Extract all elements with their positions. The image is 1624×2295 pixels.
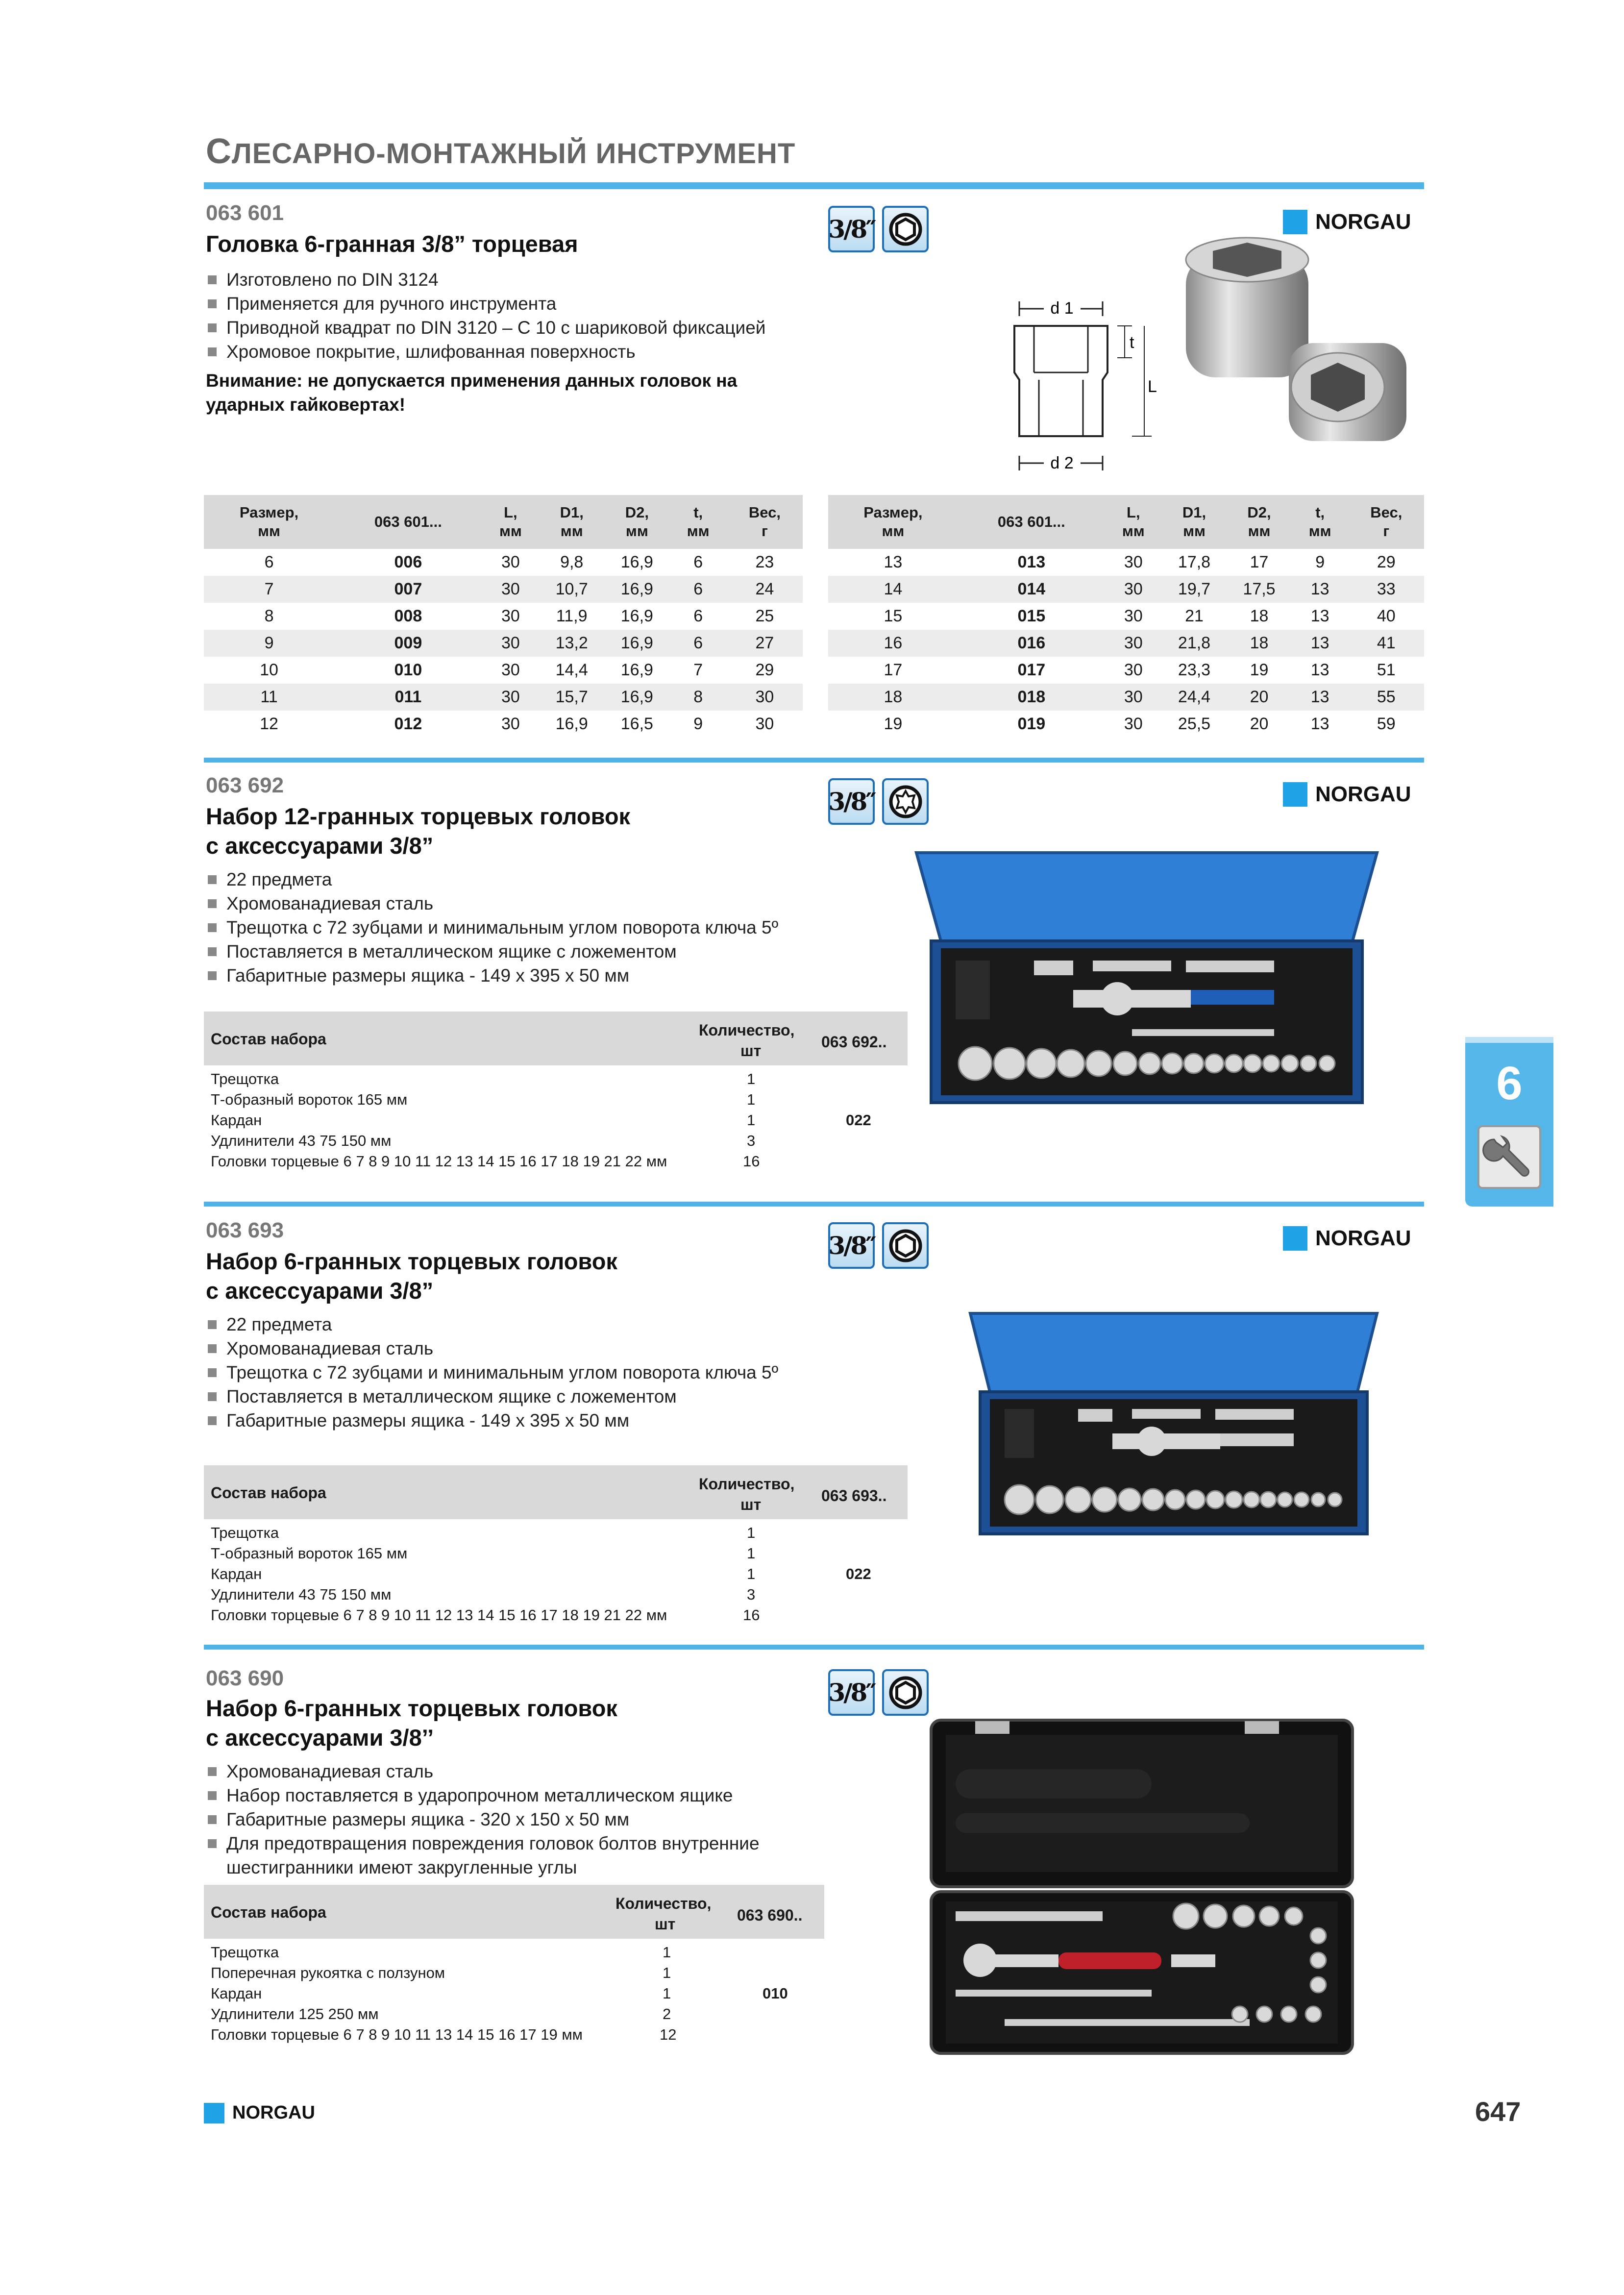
table-cell: 30 xyxy=(1124,661,1143,679)
table-cell: 30 xyxy=(482,684,539,711)
table-cell: 19,7 xyxy=(1162,576,1227,603)
feature-item: Габаритные размеры ящика - 149 х 395 х 50 мм xyxy=(206,963,892,987)
item-qty: 1 xyxy=(747,1091,756,1108)
item-qty: 2 xyxy=(663,2005,671,2023)
feature-item: Трещотка с 72 зубцами и минимальным углом поворота ключа 5º xyxy=(206,1360,892,1384)
table-cell: 16,9 xyxy=(620,553,653,571)
feature-list xyxy=(206,1759,813,1879)
toolset-case-photo xyxy=(926,1715,1357,2058)
feature-item: 22 предмета xyxy=(206,867,892,891)
label-t: t xyxy=(1130,333,1134,352)
table-cell: 7 xyxy=(204,576,334,603)
brand-logo: NORGAU xyxy=(1283,782,1411,807)
table-cell: 6 xyxy=(669,630,726,657)
table-cell: 30 xyxy=(1105,684,1162,711)
label-d2: d 2 xyxy=(1050,454,1074,472)
article-code: 022 xyxy=(846,1565,871,1582)
table-cell: 13 xyxy=(884,553,903,571)
table-cell: 25,5 xyxy=(1178,715,1211,733)
feature-item: Трещотка с 72 зубцами и минимальным углом поворота ключа 5º xyxy=(206,915,892,939)
feature-item: 22 предмета xyxy=(206,1312,892,1336)
table-cell: 16 xyxy=(828,630,958,657)
table-cell: 6 xyxy=(693,607,703,625)
table-cell: 30 xyxy=(727,684,803,711)
table-cell: 16,9 xyxy=(555,715,588,733)
table-cell: 13 xyxy=(1292,576,1349,603)
item-qty: 1 xyxy=(747,1565,756,1582)
article-code: 010 xyxy=(763,1985,788,2002)
table-cell: 11 xyxy=(204,684,334,711)
table-cell: 9,8 xyxy=(560,553,584,571)
table-cell: 29 xyxy=(755,661,774,679)
table-cell: 14 xyxy=(828,576,958,603)
table-cell: 41 xyxy=(1349,630,1424,657)
table-cell: 20 xyxy=(1227,684,1292,711)
table-cell: 13 xyxy=(1310,661,1329,679)
drive-size-badge: 3/8″ xyxy=(828,778,875,825)
table-cell: 009 xyxy=(334,630,482,657)
item-name: Кардан xyxy=(211,1985,262,2002)
table-cell: 30 xyxy=(482,630,539,657)
table-row xyxy=(828,684,1424,711)
feature-item: Изготовлено по DIN 3124 xyxy=(206,268,843,292)
table-cell: 25 xyxy=(755,607,774,625)
table-row xyxy=(204,711,803,738)
table-row xyxy=(204,630,803,657)
table-cell: 30 xyxy=(755,715,774,733)
table-cell: 15 xyxy=(884,607,903,625)
item-name: Трещотка xyxy=(211,1944,279,1961)
table-cell: 011 xyxy=(334,684,482,711)
spec-table-right: Размер, мм 063 601... L, мм D1, мм D2, мм t, мм Вес, г 13 013 30 17,8 17 9 29 14 014 30 19,7 17,5 13 33 15 015 30 21 18 13 40 16 016 30 21,8 18 13 41 17 017 30 23,3 19 13 51 18 018 30 24,4 20 13 55 19 019 30 25,5 20 13 59 xyxy=(828,495,1424,738)
table-cell: 16,9 xyxy=(620,607,653,625)
table-cell: 17 xyxy=(884,661,903,679)
table-cell: 13,2 xyxy=(539,630,604,657)
page-number: 647 xyxy=(1475,2096,1521,2127)
table-cell: 7 xyxy=(693,661,703,679)
feature-item: Габаритные размеры ящика - 320 х 150 х 50 мм xyxy=(206,1807,813,1831)
spec-table-left: Размер, мм 063 601... L, мм D1, мм D2, мм t, мм Вес, г 6 006 30 9,8 16,9 6 23 7 007 30 10,7 16,9 6 24 8 008 30 11,9 16,9 6 25 9 009 30 13,2 16,9 6 27 10 010 30 14,4 16,9 7 29 11 011 30 15,7 16,9 8 30 12 012 30 16,9 16,5 9 30 xyxy=(204,495,803,738)
brand-logo: NORGAU xyxy=(1283,210,1411,234)
drive-size-badge: 3/8″ xyxy=(828,1669,875,1716)
table-cell: 10,7 xyxy=(539,576,604,603)
product-code: 063 601 xyxy=(206,201,284,225)
table-cell: 8 xyxy=(264,607,274,625)
drive-size-badge: 3/8″ xyxy=(828,1222,875,1269)
item-name: Т-образный вороток 165 мм xyxy=(211,1545,408,1562)
drive-size-badge: 3/8″ xyxy=(828,206,875,252)
twelve-point-profile-icon xyxy=(882,778,929,825)
table-cell: 23,3 xyxy=(1178,661,1211,679)
table-cell: 15,7 xyxy=(539,684,604,711)
table-cell: 9 xyxy=(693,715,703,733)
table-cell: 13 xyxy=(1310,607,1329,625)
table-cell: 012 xyxy=(394,715,422,733)
table-cell: 20 xyxy=(1250,715,1269,733)
feature-item: Хромованадиевая сталь xyxy=(206,1759,813,1783)
footer-brand-logo: NORGAU xyxy=(204,2102,315,2123)
table-cell: 017 xyxy=(1017,661,1046,679)
table-cell: 55 xyxy=(1349,684,1424,711)
item-qty: 1 xyxy=(747,1545,756,1562)
feature-item: Хромованадиевая сталь xyxy=(206,891,892,915)
table-cell: 18 xyxy=(1227,630,1292,657)
hex-profile-icon xyxy=(882,206,929,252)
table-cell: 18 xyxy=(1250,607,1269,625)
table-cell: 14,4 xyxy=(555,661,588,679)
table-cell: 17,8 xyxy=(1178,553,1211,571)
item-name: Головки торцевые 6 7 8 9 10 11 12 13 14 15 16 17 18 19 21 22 мм xyxy=(211,1606,667,1624)
table-cell: 010 xyxy=(394,661,422,679)
table-cell: 16,9 xyxy=(604,684,669,711)
item-name: Кардан xyxy=(211,1111,262,1129)
toolset-case-photo xyxy=(911,843,1382,1117)
item-qty: 1 xyxy=(663,1985,671,2002)
product-title: Набор 12-гранных торцевых головок с аксессуарами 3/8” xyxy=(206,803,631,859)
table-cell: 21,8 xyxy=(1162,630,1227,657)
table-cell: 30 xyxy=(501,553,520,571)
item-name: Удлинители 43 75 150 мм xyxy=(211,1586,392,1603)
item-qty: 1 xyxy=(747,1070,756,1087)
item-qty: 1 xyxy=(747,1111,756,1129)
table-cell: 12 xyxy=(260,715,278,733)
table-row xyxy=(204,603,803,630)
table-cell: 16,9 xyxy=(604,630,669,657)
feature-item: Применяется для ручного инструмента xyxy=(206,292,843,316)
table-cell: 27 xyxy=(727,630,803,657)
section-rule xyxy=(204,758,1424,763)
table-cell: 17,5 xyxy=(1227,576,1292,603)
table-cell: 24 xyxy=(727,576,803,603)
table-cell: 30 xyxy=(482,576,539,603)
table-cell: 006 xyxy=(394,553,422,571)
item-qty: 16 xyxy=(743,1153,760,1170)
item-qty: 3 xyxy=(747,1132,756,1149)
table-cell: 24,4 xyxy=(1162,684,1227,711)
table-cell: 17 xyxy=(1250,553,1269,571)
feature-item: Поставляется в металлическом ящике с ложементом xyxy=(206,939,892,963)
item-name: Кардан xyxy=(211,1565,262,1582)
hex-profile-icon xyxy=(882,1669,929,1716)
table-cell: 014 xyxy=(958,576,1105,603)
set-composition-table: Состав набора Количество, шт 063 690.. Трещотка 1 Поперечная рукоятка с ползуном 1 Кардан 1 010 Удлинители 125 250 мм 2 Головки торцевые 6 7 8 9 10 11 13 14 15 16 17 19 мм 12 xyxy=(204,1885,824,2047)
item-name: Т-образный вороток 165 мм xyxy=(211,1091,408,1108)
feature-item: Набор поставляется в ударопрочном металлическом ящике xyxy=(206,1783,813,1807)
table-cell: 30 xyxy=(501,661,520,679)
table-cell: 59 xyxy=(1377,715,1396,733)
item-name: Головки торцевые 6 7 8 9 10 11 13 14 15 16 17 19 мм xyxy=(211,2026,583,2043)
brand-logo: NORGAU xyxy=(1283,1226,1411,1251)
item-qty: 1 xyxy=(663,1944,671,1961)
hex-profile-icon xyxy=(882,1222,929,1269)
warning-line: ударных гайковертах! xyxy=(206,395,406,415)
table-row xyxy=(828,711,1424,738)
product-title: Набор 6-гранных торцевых головок с аксессуарами 3/8” xyxy=(206,1248,617,1304)
table-row xyxy=(828,549,1424,576)
section-rule xyxy=(204,1645,1424,1650)
table-row xyxy=(828,603,1424,630)
table-cell: 6 xyxy=(669,576,726,603)
table-cell: 008 xyxy=(394,607,422,625)
page-title: СЛЕСАРНО-МОНТАЖНЫЙ ИНСТРУМЕНТ xyxy=(206,132,796,171)
section-tab xyxy=(1465,1037,1553,1207)
table-cell: 40 xyxy=(1377,607,1396,625)
item-name: Трещотка xyxy=(211,1070,279,1087)
feature-item: Для предотвращения повреждения головок болтов внутренние шестигранники имеют закругленные углы xyxy=(206,1831,813,1879)
item-qty: 1 xyxy=(663,1964,671,1981)
table-cell: 18 xyxy=(828,684,958,711)
item-qty: 12 xyxy=(660,2026,677,2043)
table-cell: 6 xyxy=(693,553,703,571)
table-cell: 23 xyxy=(755,553,774,571)
table-cell: 11,9 xyxy=(556,607,588,625)
item-qty: 1 xyxy=(747,1524,756,1541)
table-cell: 29 xyxy=(1377,553,1396,571)
wrench-icon xyxy=(1477,1125,1541,1189)
table-cell: 013 xyxy=(1017,553,1046,571)
label-L: L xyxy=(1148,377,1157,396)
table-cell: 19 xyxy=(1250,661,1269,679)
table-row xyxy=(204,576,803,603)
section-number: 6 xyxy=(1496,1057,1523,1110)
table-cell: 007 xyxy=(334,576,482,603)
table-cell: 30 xyxy=(1124,715,1143,733)
table-cell: 21 xyxy=(1185,607,1204,625)
feature-item: Хромовое покрытие, шлифованная поверхность xyxy=(206,340,843,364)
table-cell: 8 xyxy=(669,684,726,711)
table-cell: 019 xyxy=(1017,715,1046,733)
table-cell: 30 xyxy=(1105,576,1162,603)
feature-item: Приводной квадрат по DIN 3120 – С 10 с шариковой фиксацией xyxy=(206,316,843,340)
table-cell: 30 xyxy=(1124,553,1143,571)
table-cell: 10 xyxy=(260,661,278,679)
table-cell: 018 xyxy=(958,684,1105,711)
table-cell: 33 xyxy=(1349,576,1424,603)
table-cell: 16,9 xyxy=(620,661,653,679)
section-rule xyxy=(204,1202,1424,1207)
feature-item: Хромованадиевая сталь xyxy=(206,1336,892,1360)
table-cell: 13 xyxy=(1292,684,1349,711)
table-cell: 30 xyxy=(1105,630,1162,657)
item-qty: 3 xyxy=(747,1586,756,1603)
product-code: 063 692 xyxy=(206,773,284,797)
table-cell: 13 xyxy=(1310,715,1329,733)
table-row xyxy=(828,576,1424,603)
table-cell: 30 xyxy=(501,715,520,733)
item-name: Головки торцевые 6 7 8 9 10 11 12 13 14 15 16 17 18 19 21 22 мм xyxy=(211,1153,667,1170)
table-cell: 16,9 xyxy=(604,576,669,603)
socket-photo xyxy=(1176,235,1431,466)
table-row xyxy=(204,684,803,711)
product-code: 063 693 xyxy=(206,1218,284,1242)
table-cell: 16,5 xyxy=(620,715,653,733)
table-row xyxy=(204,657,803,684)
socket-dimension-diagram xyxy=(1005,289,1166,485)
article-code: 022 xyxy=(846,1111,871,1129)
item-name: Трещотка xyxy=(211,1524,279,1541)
warning-line: Внимание: не допускается применения данных головок на xyxy=(206,370,738,391)
product-title: Набор 6-гранных торцевых головок с аксессуарами 3/8’’ xyxy=(206,1695,617,1751)
product-code: 063 690 xyxy=(206,1666,284,1690)
item-name: Удлинители 125 250 мм xyxy=(211,2005,379,2023)
feature-item: Габаритные размеры ящика - 149 х 395 х 50 мм xyxy=(206,1408,892,1432)
table-cell: 6 xyxy=(264,553,274,571)
table-cell: 016 xyxy=(958,630,1105,657)
set-composition-table: Состав набора Количество, шт 063 692.. Трещотка 1 Т-образный вороток 165 мм 1 Кардан 1 022 Удлинители 43 75 150 мм 3 Головки торцевые 6 7 8 9 10 11 12 13 14 15 16 17 18 19 21 22 мм 16 xyxy=(204,1012,908,1173)
table-row xyxy=(204,549,803,576)
table-cell: 30 xyxy=(1124,607,1143,625)
table-cell: 30 xyxy=(501,607,520,625)
feature-list xyxy=(206,268,843,364)
item-qty: 16 xyxy=(743,1606,760,1624)
toolset-case-photo xyxy=(965,1304,1382,1544)
product-title: Головка 6-гранная 3/8” торцевая xyxy=(206,231,578,257)
item-name: Поперечная рукоятка с ползуном xyxy=(211,1964,445,1981)
table-cell: 19 xyxy=(884,715,903,733)
warning-text xyxy=(206,369,737,417)
feature-list xyxy=(206,867,892,987)
header-rule xyxy=(204,182,1424,189)
table-row xyxy=(828,630,1424,657)
table-cell: 51 xyxy=(1377,661,1396,679)
table-cell: 9 xyxy=(1315,553,1325,571)
feature-list xyxy=(206,1312,892,1432)
table-cell: 13 xyxy=(1292,630,1349,657)
feature-item: Поставляется в металлическом ящике с ложементом xyxy=(206,1384,892,1408)
table-row xyxy=(828,657,1424,684)
table-cell: 9 xyxy=(204,630,334,657)
set-composition-table: Состав набора Количество, шт 063 693.. Трещотка 1 Т-образный вороток 165 мм 1 Кардан 1 022 Удлинители 43 75 150 мм 3 Головки торцевые 6 7 8 9 10 11 12 13 14 15 16 17 18 19 21 22 мм 16 xyxy=(204,1465,908,1627)
label-d1: d 1 xyxy=(1050,299,1074,318)
table-cell: 015 xyxy=(1017,607,1046,625)
item-name: Удлинители 43 75 150 мм xyxy=(211,1132,392,1149)
